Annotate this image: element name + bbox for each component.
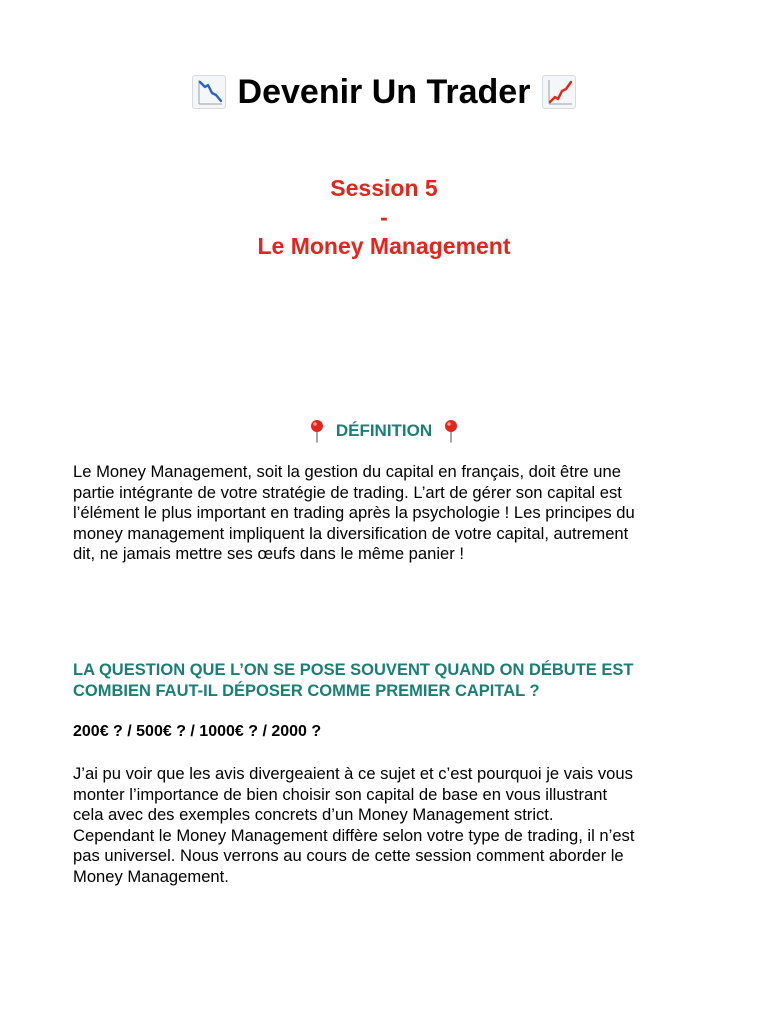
definition-paragraph xyxy=(73,462,703,565)
page-title xyxy=(0,70,768,114)
paragraph-line: dit, ne jamais mettre ses œufs dans le même panier ! xyxy=(73,544,465,563)
paragraph-line: pas universel. Nous verrons au cours de cette session comment aborder le xyxy=(73,846,624,865)
paragraph-line: Le Money Management, soit la gestion du capital en français, doit être une xyxy=(73,462,621,481)
chart-decreasing-icon xyxy=(192,75,226,109)
question-heading xyxy=(73,660,713,701)
definition-heading xyxy=(0,418,768,444)
round-pushpin-icon xyxy=(308,419,326,443)
session-number: Session 5 xyxy=(330,175,438,201)
capital-amounts: 200€ ? / 500€ ? / 1000€ ? / 2000 ? xyxy=(73,723,322,740)
session-heading xyxy=(0,174,768,261)
chart-increasing-icon xyxy=(542,75,576,109)
paragraph-line: monter l’importance de bien choisir son capital de base en vous illustrant xyxy=(73,784,608,804)
intro-paragraph xyxy=(73,764,703,887)
paragraph-line: J’ai pu voir que les avis divergeaient à ce sujet et c’est pourquoi je vais vous xyxy=(73,764,633,783)
question-line: LA QUESTION QUE L’ON SE POSE SOUVENT QUAND ON DÉBUTE EST xyxy=(73,661,634,679)
paragraph-line: Cependant le Money Management diffère selon votre type de trading, il n’est xyxy=(73,825,635,845)
paragraph-line: partie intégrante de votre stratégie de trading. L’art de gérer son capital est xyxy=(73,482,622,502)
session-topic: Le Money Management xyxy=(257,233,511,259)
question-line: COMBIEN FAUT-IL DÉPOSER COMME PREMIER CAPITAL ? xyxy=(73,681,540,700)
paragraph-line: cela avec des exemples concrets d’un Money Management strict. xyxy=(73,805,554,824)
title-text: Devenir Un Trader xyxy=(237,73,531,111)
paragraph-line: l’élément le plus important en trading après la psychologie ! Les principes du xyxy=(73,503,635,522)
round-pushpin-icon xyxy=(442,419,460,443)
paragraph-line: Money Management. xyxy=(73,866,229,886)
paragraph-line: money management impliquent la diversification de votre capital, autrement xyxy=(73,523,629,543)
definition-heading-text: DÉFINITION xyxy=(335,421,433,440)
session-separator: - xyxy=(380,204,388,230)
